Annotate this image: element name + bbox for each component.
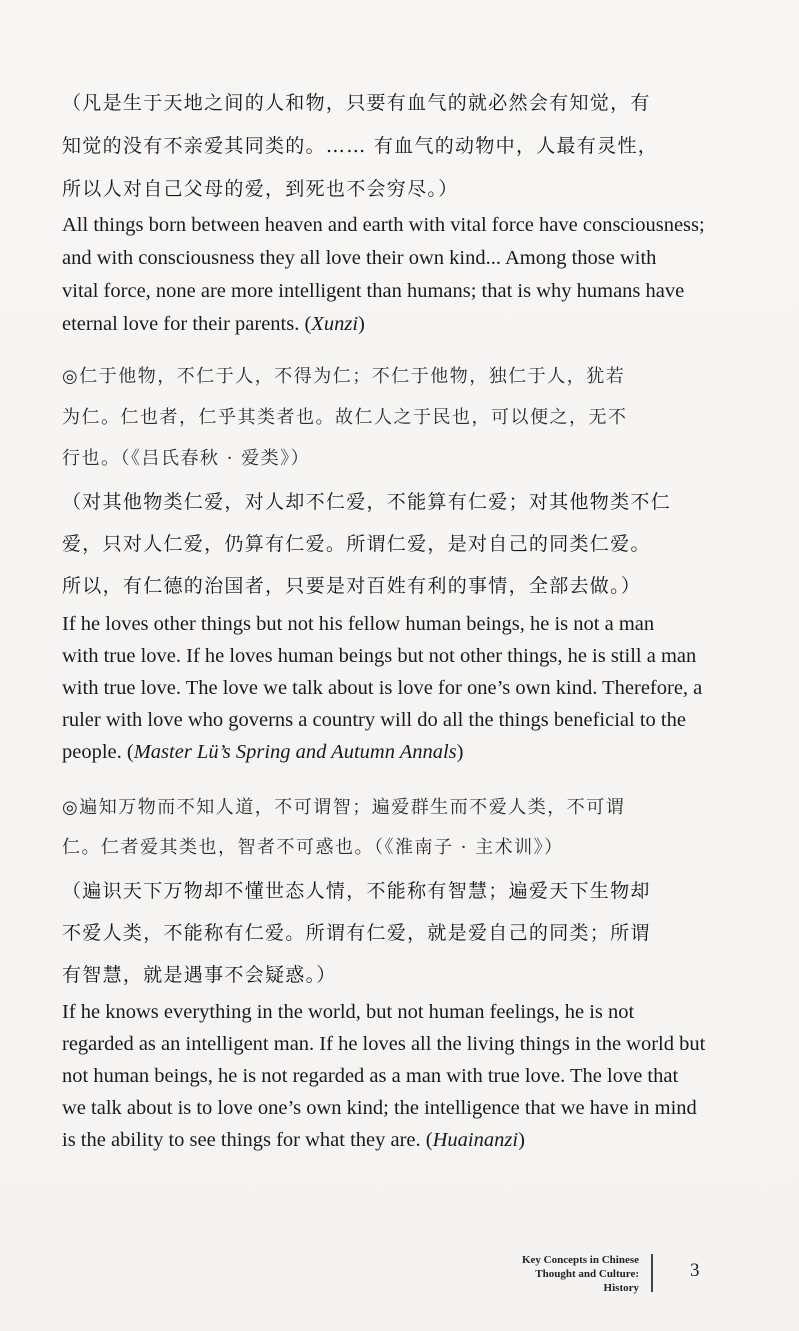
text-line: 知觉的没有不亲爱其同类的。…… 有血气的动物中，人最有灵性， — [62, 135, 659, 157]
text-run: ) — [358, 313, 365, 335]
text-line: If he loves other things but not his fellow human beings, he is not a man — [62, 613, 655, 635]
text-line: with true love. The love we talk about is love for one’s own kind. Therefore, a — [62, 677, 703, 699]
text-line: （遍识天下万物却不懂世态人情，不能称有智慧；遍爱天下生物却 — [62, 880, 651, 902]
text-line: 爱，只对人仁爱，仍算有仁爱。所谓仁爱，是对自己的同类仁爱。 — [62, 533, 651, 555]
text-line: 为仁。仁也者，仁乎其类者也。故仁人之于民也，可以便之，无不 — [62, 407, 628, 428]
text-line: vital force, none are more intelligent than humans; that is why humans have — [62, 280, 685, 302]
footer-line: Thought and Culture: — [535, 1268, 639, 1280]
text-line: ruler with love who governs a country will do all the things beneficial to the — [62, 709, 686, 731]
text-line: 行也。（《吕氏春秋 · 爱类》） — [62, 448, 311, 469]
text-line: 不爱人类，不能称有仁爱。所谓有仁爱，就是爱自己的同类；所谓 — [62, 922, 651, 944]
source-title: Master Lü’s Spring and Autumn Annals — [133, 741, 457, 763]
text-run: ) — [456, 741, 464, 763]
text-line: 所以人对自己父母的爱，到死也不会穷尽。） — [62, 178, 459, 200]
text-line: All things born between heaven and earth with vital force have consciousness; — [62, 214, 705, 236]
text-run: people. ( — [62, 741, 134, 763]
footer-divider — [651, 1254, 653, 1292]
text-line: If he knows everything in the world, but not human feelings, he is not — [62, 1001, 635, 1023]
text-line: regarded as an intelligent man. If he loves all the living things in the world but — [62, 1033, 706, 1055]
running-footer-book-title — [522, 1253, 639, 1295]
text-run: is the ability to see things for what they are. ( — [62, 1129, 433, 1151]
text-line: not human beings, he is not regarded as a man with true love. The love that — [62, 1065, 679, 1087]
text-line: we talk about is to love one’s own kind; the intelligence that we have in mind — [62, 1097, 697, 1119]
quote3-zh-translation — [62, 876, 710, 996]
text-line — [62, 313, 365, 336]
text-line — [62, 741, 463, 764]
source-title: Xunzi — [311, 313, 359, 335]
quote1-english — [62, 214, 710, 344]
source-title: Huainanzi — [432, 1129, 519, 1151]
text-line: with true love. If he loves human beings but not other things, he is still a man — [62, 645, 697, 667]
text-line: ◎遍知万物而不知人道，不可谓智；遍爱群生而不爱人类，不可谓 — [62, 797, 626, 818]
text-line — [62, 1129, 525, 1152]
quote2-zh-translation — [62, 487, 710, 607]
footer-line: Key Concepts in Chinese — [521, 1254, 639, 1266]
text-line: 所以，有仁德的治国者，只要是对百姓有利的事情，全部去做。） — [62, 575, 642, 597]
quote2-zh-original — [62, 362, 710, 482]
text-line: and with consciousness they all love their own kind... Among those with — [62, 247, 657, 269]
text-run: eternal love for their parents. ( — [62, 313, 312, 335]
text-line: （对其他物类仁爱，对人却不仁爱，不能算有仁爱；对其他物类不仁 — [62, 491, 672, 513]
quote2-english — [62, 613, 710, 783]
text-run: ) — [518, 1129, 525, 1151]
text-line: （凡是生于天地之间的人和物，只要有血气的就必然会有知觉，有 — [62, 92, 651, 114]
quote1-zh-translation — [62, 88, 710, 208]
quote3-zh-original — [62, 793, 710, 873]
text-line: 仁。仁者爱其类也，智者不可惑也。（《淮南子 · 主术训》） — [62, 837, 564, 858]
page-number: 3 — [690, 1260, 700, 1281]
text-line: ◎仁于他物，不仁于人，不得为仁；不仁于他物，独仁于人，犹若 — [62, 366, 626, 387]
quote3-english — [62, 1001, 710, 1171]
text-line: 有智慧，就是遇事不会疑惑。） — [62, 964, 337, 986]
footer-line: History — [603, 1282, 639, 1294]
